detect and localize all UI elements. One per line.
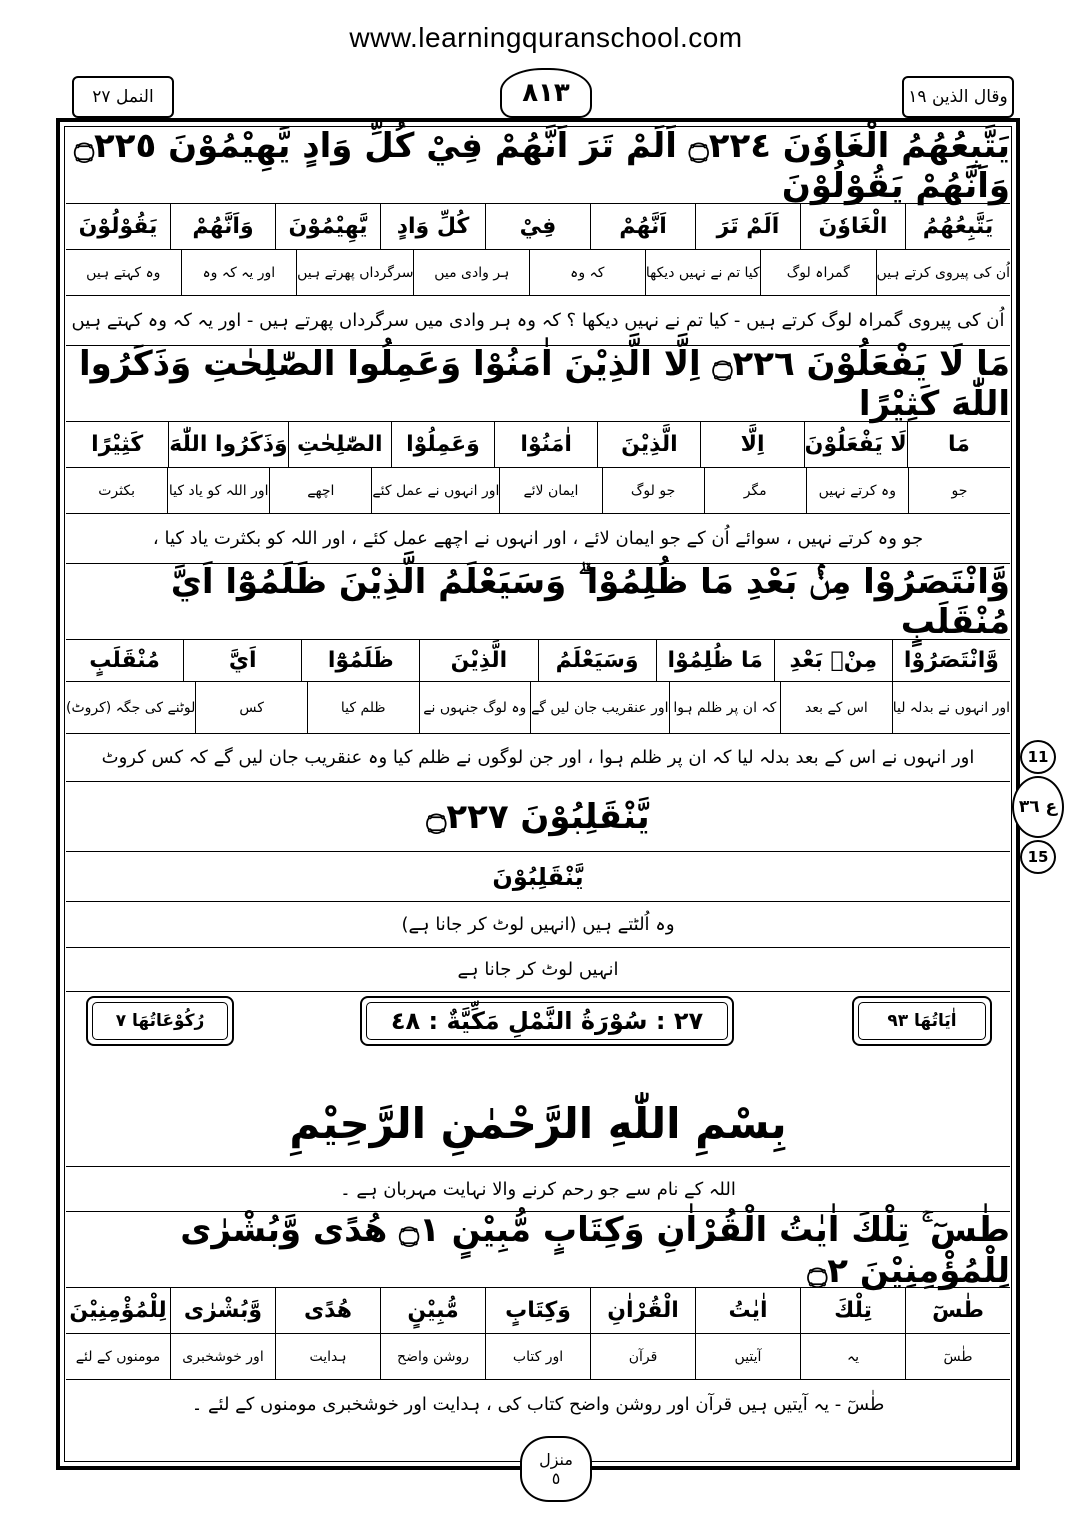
bismillah: بِسْمِ اللّٰهِ الرَّحْمٰنِ الرَّحِيْمِ	[289, 1098, 787, 1148]
word-cell: اَيَّ	[183, 640, 301, 681]
word-cell: وَّبُشْرٰى	[170, 1288, 275, 1333]
word-cell: الَّذِيْنَ	[597, 422, 700, 467]
meaning-cell: اُن کی پیروی کرتے ہیں	[876, 250, 1010, 295]
meaning-cell: ظلم کیا	[307, 682, 419, 733]
meaning-cell: وہ کہتے ہیں	[86, 264, 161, 281]
meaning-cell: اچھے	[269, 468, 371, 513]
ayah-line: طٰسٓ ۚ تِلْكَ اٰيٰتُ الْقُرْاٰنِ وَكِتَابٍ مُّبِيْنٍ ۝١ هُدًى وَّبُشْرٰى لِلْمُؤْمِنِيْنَ ۝٢	[66, 1212, 1010, 1288]
side-marker-bottom: 15	[1020, 840, 1056, 874]
meaning-cell: اور یہ کہ وہ	[181, 250, 297, 295]
ruku-count-banner: رُكُوْعَاتُهَا ٧	[86, 996, 234, 1046]
meaning-cell: کہ وہ	[529, 250, 645, 295]
word-cell: الْغَاوٗنَ	[800, 204, 905, 249]
translation-line: اور انہوں نے اس کے بعد بدلہ لیا کہ ان پر ظلم ہوا ، اور جن لوگوں نے ظلم کیا وہ عنقریب جان لیں گے کہ کس کروٹ	[66, 734, 1010, 782]
word-cell: الصّٰلِحٰتِ	[288, 422, 391, 467]
word-cell: وَاَنَّهُمْ	[170, 204, 275, 249]
word-row	[66, 204, 1010, 250]
word-cell: الَّذِيْنَ	[419, 640, 537, 681]
word-cell: كُلِّ وَادٍ	[380, 204, 485, 249]
meaning-cell: مومنوں کے لئے	[75, 1348, 161, 1365]
ayah-line: يَتَّبِعُهُمُ الْغَاوٗنَ ۝٢٢٤ اَلَمْ تَرَ اَنَّهُمْ فِيْ كُلِّ وَادٍ يَّهِيْمُوْنَ ۝٢٢٥ وَاَنَّهُمْ يَقُوْلُوْنَ	[66, 128, 1010, 204]
word-cell: وَّانْتَصَرُوْا	[892, 640, 1010, 681]
meaning-line: وہ اُلٹتے ہیں (انہیں لوٹ کر جانا ہے)	[66, 902, 1010, 948]
translation-line: اُن کی پیروی گمراہ لوگ کرتے ہیں - کیا تم نے نہیں دیکھا ؟ کہ وہ ہر وادی میں سرگرداں پھرتے ہیں - اور یہ کہ وہ کہتے ہیں	[66, 296, 1010, 346]
meaning-cell: آیتیں	[695, 1334, 800, 1379]
meaning-row	[66, 1334, 1010, 1380]
word-cell: ظَلَمُوْٓا	[301, 640, 419, 681]
meaning-cell: جو	[908, 468, 1010, 513]
meaning-cell: اس کے بعد	[780, 682, 892, 733]
word-cell: يَتَّبِعُهُمُ	[905, 204, 1010, 249]
word-cell: هُدًى	[275, 1288, 380, 1333]
meaning-cell: اور انہوں نے عمل کئے	[371, 468, 499, 513]
word-cell: يَقُوْلُوْنَ	[78, 214, 158, 239]
word-cell: اٰمَنُوْا	[494, 422, 597, 467]
meaning-row	[66, 682, 1010, 734]
meaning-cell: بکثرت	[98, 482, 135, 499]
word-cell: مِنْۢ بَعْدِ	[774, 640, 892, 681]
word-row	[66, 422, 1010, 468]
meaning-cell: ہر وادی میں	[413, 250, 529, 295]
word-row	[66, 640, 1010, 682]
word-cell: يَّهِيْمُوْنَ	[275, 204, 380, 249]
meaning-cell: روشن واضح	[380, 1334, 485, 1379]
meaning-cell: ایمان لائے	[499, 468, 601, 513]
surah-title-banner: ٢٧ : سُوْرَةُ النَّمْلِ مَكِّيَّةٌ : ٤٨	[360, 996, 734, 1046]
meaning-cell: طٰسٓ	[905, 1334, 1010, 1379]
bismillah-translation: اللہ کے نام سے جو رحم کرنے والا نہایت مہربان ہے ۔	[66, 1166, 1010, 1212]
word-cell: فِيْ	[485, 204, 590, 249]
translation-line: انہیں لوٹ کر جانا ہے	[66, 948, 1010, 992]
meaning-cell: قرآن	[590, 1334, 695, 1379]
meaning-cell: کس	[195, 682, 307, 733]
meaning-cell: وہ لوگ جنہوں نے	[419, 682, 531, 733]
manzil-marker	[520, 1436, 592, 1502]
meaning-cell: وہ کرتے نہیں	[806, 468, 908, 513]
manzil-label: منزل	[539, 1450, 573, 1469]
meaning-row	[66, 468, 1010, 514]
word-cell: وَعَمِلُوْا	[391, 422, 494, 467]
side-marker-top: 11	[1020, 740, 1056, 774]
word-row	[66, 1288, 1010, 1334]
meaning-cell: کہ ان پر ظلم ہوا	[669, 682, 781, 733]
word-cell: لِلْمُؤْمِنِيْنَ	[69, 1298, 167, 1323]
ruku-marker: ع ٣٦	[1012, 776, 1064, 838]
meaning-cell: اور خوشخبری	[170, 1334, 275, 1379]
ayah-count-banner: اٰيَاتُهَا ٩٣	[852, 996, 992, 1046]
word-cell: وَكِتَابٍ	[485, 1288, 590, 1333]
meaning-cell: سرگرداں پھرتے ہیں	[296, 250, 413, 295]
translation-line: طٰسٓ - یہ آیتیں ہیں قرآن اور روشن واضح کتاب کی ، ہدایت اور خوشخبری مومنوں کے لئے ۔	[191, 1393, 885, 1415]
meaning-cell: ہدایت	[275, 1334, 380, 1379]
ayah-line: مَا لَا يَفْعَلُوْنَ ۝٢٢٦ اِلَّا الَّذِيْنَ اٰمَنُوْا وَعَمِلُوا الصّٰلِحٰتِ وَذَكَرُوا اللّٰهَ كَثِيْرًا	[66, 346, 1010, 422]
meaning-cell: کیا تم نے نہیں دیکھا	[645, 250, 761, 295]
word-cell: الْقُرْاٰنِ	[590, 1288, 695, 1333]
meaning-cell: اور کتاب	[485, 1334, 590, 1379]
word-cell: اِلَّا	[700, 422, 803, 467]
ayah-line: يَّنْقَلِبُوْنَ ۝٢٢٧	[66, 782, 1010, 852]
word-cell: طٰسٓ	[905, 1288, 1010, 1333]
website-url[interactable]: www.learningquranschool.com	[349, 22, 743, 53]
word-cell: اٰيٰتُ	[695, 1288, 800, 1333]
meaning-row	[66, 250, 1010, 296]
word-cell: لَا يَفْعَلُوْنَ	[804, 422, 907, 467]
meaning-cell: لوٹنے کی جگہ (کروٹ)	[65, 699, 196, 716]
header-surah-name: النمل ٢٧	[72, 76, 174, 118]
word-line: يَّنْقَلِبُوْنَ	[66, 852, 1010, 902]
word-cell: كَثِيْرًا	[91, 432, 144, 457]
meaning-cell: یہ	[800, 1334, 905, 1379]
page-number: ٨١٣	[500, 68, 592, 118]
word-cell: اَنَّهُمْ	[590, 204, 695, 249]
meaning-cell: جو لوگ	[602, 468, 704, 513]
word-cell: وَذَكَرُوا اللّٰهَ	[168, 422, 287, 467]
word-cell: وَسَيَعْلَمُ	[538, 640, 656, 681]
word-cell: مُّبِيْنٍ	[380, 1288, 485, 1333]
meaning-cell: اور عنقریب جان لیں گے	[530, 682, 668, 733]
meaning-cell: اور اللہ کو یاد کیا	[167, 468, 269, 513]
word-cell: اَلَمْ تَرَ	[695, 204, 800, 249]
word-cell: مَا	[907, 422, 1010, 467]
header-juz-name: وقال الذين ١٩	[902, 76, 1014, 118]
word-cell: تِلْكَ	[800, 1288, 905, 1333]
manzil-number: ٥	[551, 1469, 561, 1488]
ayah-line: وَّانْتَصَرُوْا مِنْۢ بَعْدِ مَا ظُلِمُوْا ۗ وَسَيَعْلَمُ الَّذِيْنَ ظَلَمُوْٓا اَيَّ مُنْقَلَبٍ	[66, 564, 1010, 640]
meaning-cell: مگر	[704, 468, 806, 513]
translation-line: جو وہ کرتے نہیں ، سوائے اُن کے جو ایمان لائے ، اور انہوں نے اچھے عمل کئے ، اور اللہ کو بکثرت یاد کیا ،	[66, 514, 1010, 564]
meaning-cell: گمراہ لوگ	[760, 250, 876, 295]
word-cell: مَا ظُلِمُوْا	[656, 640, 774, 681]
word-cell: مُنْقَلَبٍ	[89, 648, 160, 673]
meaning-cell: اور انہوں نے بدلہ لیا	[892, 682, 1010, 733]
